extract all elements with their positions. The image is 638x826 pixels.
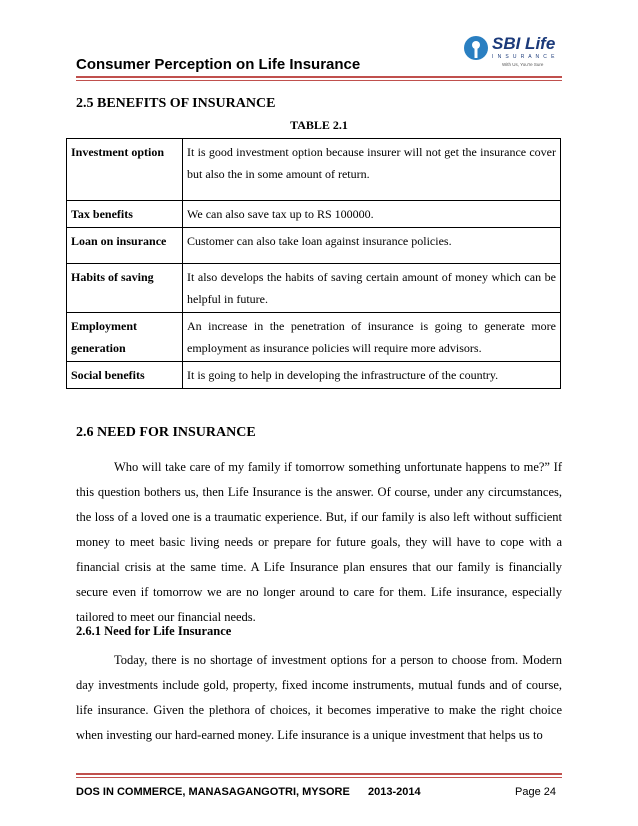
table-row (67, 313, 561, 362)
row-name: Investment option (67, 139, 183, 201)
row-description: An increase in the penetration of insurance is going to generate more employment as insurance policies will require more advisors. (183, 313, 561, 362)
need-life-paragraph: Today, there is no shortage of investment options for a person to choose from. Modern day investments include gold, property, fixed income instruments, mutual funds and of course, life insurance. Given the plethora of choices, it becomes imperative to make the right choice when investing our hard-earned money. Life insurance is a unique investment that helps us to (76, 653, 562, 742)
row-name: Tax benefits (67, 201, 183, 228)
logo-name: SBI Life (492, 34, 556, 53)
table-row (67, 264, 561, 313)
table-row (67, 139, 561, 201)
table-caption: TABLE 2.1 (290, 118, 348, 132)
table-row (67, 201, 561, 228)
table-row (67, 228, 561, 264)
row-description: It also develops the habits of saving certain amount of money which can be helpful in future. (183, 264, 561, 313)
benefits-table (66, 138, 561, 389)
row-description: We can also save tax up to RS 100000. (183, 201, 561, 228)
need-paragraph: Who will take care of my family if tomorrow something unfortunate happens to me?” If this question bothers us, then Life Insurance is the answer. Of course, under any circumstances, the loss of a loved one is a traumatic experience. But, if our family is also left without sufficient money to meet basic living needs or prepare for future goals, they will have to cope with a financial crisis at the same time. A Life Insurance plan ensures that our family is financially secure even if tomorrow we are no longer around to care for them. Life insurance, especially tailored to meet our financial needs. (76, 460, 562, 624)
section-heading-benefits: 2.5 BENEFITS OF INSURANCE (76, 96, 276, 111)
row-name: Habits of saving (67, 264, 183, 313)
subsection-heading-need-life: 2.6.1 Need for Life Insurance (76, 624, 232, 638)
footer-department: DOS IN COMMERCE, MANASAGANGOTRI, MYSORE (76, 786, 350, 798)
row-description: Customer can also take loan against insurance policies. (183, 228, 561, 264)
running-header-title: Consumer Perception on Life Insurance (76, 56, 361, 73)
section-heading-need: 2.6 NEED FOR INSURANCE (76, 425, 256, 440)
logo-tagline: With Us, You're Sure (502, 62, 544, 67)
footer-year: 2013-2014 (368, 786, 421, 798)
header-rule-thin (76, 80, 562, 81)
header-rule (76, 76, 562, 78)
row-description: It is good investment option because insurer will not get the insurance cover but also the in some amount of return. (183, 139, 561, 201)
row-name: Employment generation (67, 313, 183, 362)
footer-rule (76, 773, 562, 775)
table-row (67, 362, 561, 389)
logo-subtitle: I N S U R A N C E (492, 54, 556, 60)
row-description: It is going to help in developing the infrastructure of the country. (183, 362, 561, 389)
sbi-life-logo (462, 34, 562, 78)
sbi-logo-icon (462, 34, 490, 64)
footer-rule-thin (76, 777, 562, 778)
footer-page-number: Page 24 (515, 786, 556, 798)
row-name: Loan on insurance (67, 228, 183, 264)
row-name: Social benefits (67, 362, 183, 389)
